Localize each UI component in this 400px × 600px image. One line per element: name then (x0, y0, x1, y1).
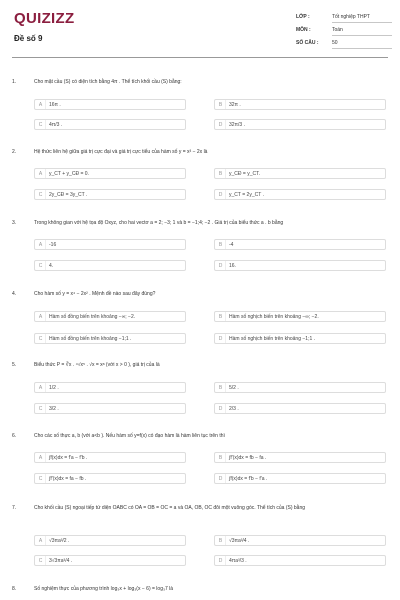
answer-option-d[interactable] (214, 119, 386, 130)
option-text: √3πa³/4 . (229, 537, 250, 544)
option-text: y_CT + y_CĐ = 0. (49, 170, 89, 177)
meta-key: SỐ CÂU : (296, 40, 319, 46)
question-text: Cho hàm số y = x⁴ − 2x² . Mệnh đề nào sau đây đúng? (34, 291, 156, 297)
option-letter: A (36, 312, 46, 321)
question-number: 2. (12, 149, 17, 155)
option-letter: D (216, 474, 226, 483)
option-letter: C (36, 474, 46, 483)
option-text: 4πa³/3 . (229, 557, 247, 564)
question-text: Số nghiệm thực của phương trình log₃x + log₃(x − 6) = log₃7 là (34, 586, 174, 592)
quizizz-logo: QUIZIZZ (14, 10, 75, 27)
answer-option-d[interactable] (214, 473, 386, 484)
option-text: ∫f′(x)dx = fb − fa . (229, 454, 267, 461)
answer-option-c[interactable] (34, 119, 186, 130)
meta-key: MÔN : (296, 27, 311, 33)
option-text: Hàm số đồng biến trên khoảng −1;1 . (49, 335, 132, 342)
option-text: 32π . (229, 101, 241, 108)
option-text: 3√3πa³/4 . (49, 557, 73, 564)
meta-value: 50 (332, 40, 392, 49)
answer-option-d[interactable] (214, 189, 386, 200)
answer-option-a[interactable] (34, 382, 186, 393)
option-text: y_CT = 2y_CT . (229, 191, 264, 198)
answer-option-c[interactable] (34, 260, 186, 271)
option-text: 4π/3 . (49, 121, 63, 128)
answer-option-b[interactable] (214, 239, 386, 250)
answer-option-d[interactable] (214, 555, 386, 566)
answer-option-a[interactable] (34, 535, 186, 546)
answer-option-a[interactable] (34, 452, 186, 463)
option-text: Hàm số nghịch biến trên khoảng −1;1 . (229, 335, 316, 342)
option-text: Hàm số nghịch biến trên khoảng −∞; −2. (229, 313, 319, 320)
option-text: 3/2 . (49, 405, 59, 412)
question-number: 3. (12, 220, 17, 226)
answer-option-b[interactable] (214, 99, 386, 110)
question-text: Cho khối cầu (S) ngoại tiếp tứ diện OABC có OA = OB = OC = a và OA, OB, OC đôi một vuông góc. Thể tích của (S) bằng (34, 505, 306, 511)
option-text: -16 (49, 241, 57, 248)
option-text: 4. (49, 262, 54, 269)
worksheet-meta (296, 14, 392, 53)
option-text: 2/3 . (229, 405, 239, 412)
option-text: y_CĐ = y_CT. (229, 170, 260, 177)
meta-row-subject (296, 27, 392, 40)
option-letter: D (216, 120, 226, 129)
question-number: 1. (12, 79, 17, 85)
answer-option-d[interactable] (214, 403, 386, 414)
option-letter: B (216, 169, 226, 178)
option-letter: C (36, 120, 46, 129)
option-letter: B (216, 312, 226, 321)
option-letter: B (216, 453, 226, 462)
option-text: ∫f′(x)dx = fa − fb . (49, 475, 87, 482)
answer-option-b[interactable] (214, 168, 386, 179)
question-number: 4. (12, 291, 17, 297)
option-text: 16π . (49, 101, 61, 108)
option-letter: D (216, 556, 226, 565)
meta-row-class (296, 14, 392, 27)
option-letter: C (36, 404, 46, 413)
option-letter: B (216, 100, 226, 109)
question-number: 8. (12, 586, 17, 592)
answer-option-b[interactable] (214, 535, 386, 546)
answer-option-c[interactable] (34, 333, 186, 344)
header-divider (12, 57, 388, 58)
option-text: 2y_CĐ = 3y_CT . (49, 191, 88, 198)
option-letter: A (36, 169, 46, 178)
question-text: Biểu thức P = ∛x . ⁴√x⁵ . √x = xᵃ (với x > 0 ), giá trị của là (34, 362, 160, 368)
question-number: 5. (12, 362, 17, 368)
option-letter: C (36, 334, 46, 343)
option-letter: D (216, 404, 226, 413)
meta-row-count (296, 40, 392, 53)
option-letter: C (36, 190, 46, 199)
option-text: 1/2 . (49, 384, 59, 391)
option-letter: D (216, 261, 226, 270)
option-text: 32π/3 . (229, 121, 245, 128)
option-letter: B (216, 240, 226, 249)
answer-option-b[interactable] (214, 311, 386, 322)
option-letter: A (36, 453, 46, 462)
option-text: ∫f(x)dx = f′b − f′a . (229, 475, 268, 482)
answer-option-a[interactable] (34, 239, 186, 250)
answer-option-d[interactable] (214, 260, 386, 271)
option-text: 5/2 . (229, 384, 239, 391)
meta-value: Toán (332, 27, 392, 36)
answer-option-c[interactable] (34, 473, 186, 484)
answer-option-b[interactable] (214, 452, 386, 463)
answer-option-b[interactable] (214, 382, 386, 393)
answer-option-a[interactable] (34, 168, 186, 179)
question-text: Cho mặt cầu (S) có diện tích bằng 4π . Thể tích khối cầu (S) bằng: (34, 79, 182, 85)
answer-option-c[interactable] (34, 555, 186, 566)
option-letter: A (36, 536, 46, 545)
option-letter: D (216, 190, 226, 199)
option-letter: A (36, 383, 46, 392)
page-title: Đề số 9 (14, 34, 43, 43)
question-text: Cho các số thực a, b (với a<b ). Nếu hàm số y=f(x) có đạo hàm là hàm liên tục trên thì (34, 433, 225, 439)
option-text: 16. (229, 262, 236, 269)
meta-value: Tốt nghiệp THPT (332, 14, 392, 23)
option-text: Hàm số đồng biến trên khoảng −∞; −2. (49, 313, 136, 320)
question-text: Hệ thức liên hệ giữa giá trị cực đại và giá trị cực tiểu của hàm số y = x³ − 2x là (34, 149, 208, 155)
answer-option-d[interactable] (214, 333, 386, 344)
option-letter: C (36, 556, 46, 565)
answer-option-c[interactable] (34, 403, 186, 414)
question-text: Trong không gian với hệ tọa độ Oxyz, cho hai vectơ a = 2; −3; 1 và b = −1;4; −2 . Giá trị của biểu thức a . b bằng (34, 220, 284, 226)
meta-key: LỚP : (296, 14, 310, 20)
answer-option-c[interactable] (34, 189, 186, 200)
answer-option-a[interactable] (34, 99, 186, 110)
answer-option-a[interactable] (34, 311, 186, 322)
option-text: ∫f(x)dx = f′a − f′b . (49, 454, 88, 461)
option-text: -4 (229, 241, 234, 248)
option-letter: A (36, 240, 46, 249)
option-letter: A (36, 100, 46, 109)
option-text: √3πa³/2 . (49, 537, 70, 544)
question-number: 7. (12, 505, 17, 511)
option-letter: B (216, 536, 226, 545)
question-number: 6. (12, 433, 17, 439)
option-letter: C (36, 261, 46, 270)
option-letter: B (216, 383, 226, 392)
option-letter: D (216, 334, 226, 343)
